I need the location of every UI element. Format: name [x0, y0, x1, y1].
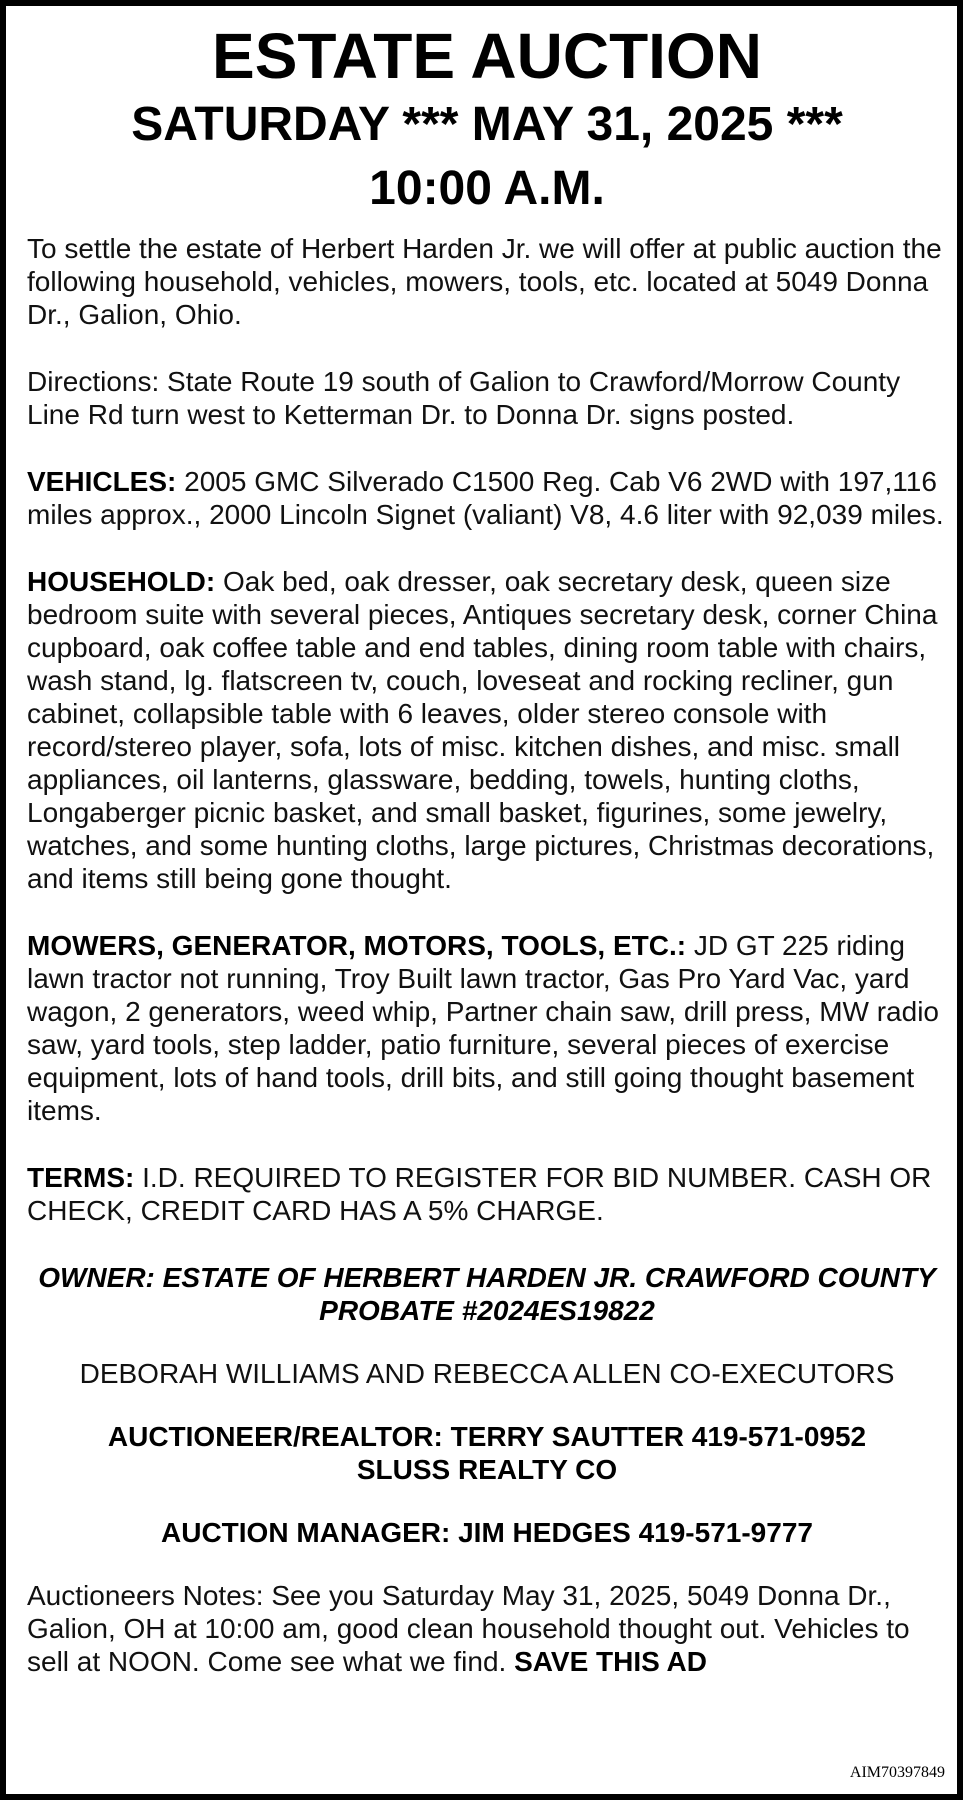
mowers-text: JD GT 225 riding lawn tractor not running, Troy Built lawn tractor, Gas Pro Yard Vac, yard wagon, 2 generators, weed whip, Partner chain saw, drill press, MW radio saw, yard tools, step ladder, patio furniture, several pieces of exercise equipment, lots of hand tools, drill bits, and still going thought basement items. [27, 930, 939, 1126]
terms-label: TERMS: [27, 1162, 135, 1193]
vehicles-section [27, 465, 947, 531]
auctioneer-line-2: SLUSS REALTY CO [356, 1454, 618, 1485]
household-section [27, 565, 947, 895]
terms-text: I.D. REQUIRED TO REGISTER FOR BID NUMBER. CASH OR CHECK, CREDIT CARD HAS A 5% CHARGE. [27, 1162, 932, 1226]
owner-line-1: OWNER: ESTATE OF HERBERT HARDEN JR. CRAWFORD COUNTY [38, 1262, 936, 1293]
directions-paragraph: Directions: State Route 19 south of Galion to Crawford/Morrow County Line Rd turn west to Ketterman Dr. to Donna Dr. signs posted. [27, 366, 901, 430]
owner-block [27, 1261, 947, 1327]
auction-time: 10:00 A.M. [369, 162, 605, 215]
vehicles-label: VEHICLES: [27, 466, 177, 497]
household-label: HOUSEHOLD: [27, 566, 216, 597]
mowers-section [27, 929, 947, 1127]
mowers-label: MOWERS, GENERATOR, MOTORS, TOOLS, ETC.: [27, 930, 687, 961]
intro-paragraph: To settle the estate of Herbert Harden Jr. we will offer at public auction the following household, vehicles, mowers, tools, etc. located at 5049 Donna Dr., Galion, Ohio. [27, 233, 942, 330]
household-text: Oak bed, oak dresser, oak secretary desk, queen size bedroom suite with several pieces, Antiques secretary desk, corner China cupboard, oak coffee table and end tables, dining room table with chairs, wash stand, lg. flatscreen tv, couch, loveseat and rocking recliner, gun cabinet, collapsible table with 6 leaves, older stereo console with record/stereo player, sofa, lots of misc. kitchen dishes, and misc. small appliances, oil lanterns, glassware, bedding, towels, hunting cloths, Longaberger picnic basket, and small basket, figurines, some jewelry, watches, and some hunting cloths, large pictures, Christmas decorations, and items still being gone thought. [27, 566, 938, 894]
executors-line: DEBORAH WILLIAMS AND REBECCA ALLEN CO-EXECUTORS [79, 1358, 895, 1389]
auction-date: SATURDAY *** MAY 31, 2025 *** [131, 98, 843, 151]
ad-title: ESTATE AUCTION [212, 20, 762, 92]
ad-content [27, 20, 947, 1678]
vehicles-text: 2005 GMC Silverado C1500 Reg. Cab V6 2WD with 197,116 miles approx., 2000 Lincoln Signet (valiant) V8, 4.6 liter with 92,039 miles. [27, 466, 944, 530]
notes-text: Auctioneers Notes: See you Saturday May 31, 2025, 5049 Donna Dr., Galion, OH at 10:00 am, good clean household thought out. Vehicles to sell at NOON. Come see what we find. [27, 1580, 910, 1677]
manager-line: AUCTION MANAGER: JIM HEDGES 419-571-9777 [161, 1517, 813, 1548]
terms-section [27, 1161, 947, 1227]
owner-line-2: PROBATE #2024ES19822 [319, 1295, 655, 1326]
ad-id: AIM70397849 [849, 1764, 945, 1781]
notes-paragraph [27, 1579, 947, 1678]
auctioneer-block [27, 1420, 947, 1486]
save-this-ad: SAVE THIS AD [514, 1646, 707, 1677]
auctioneer-line-1: AUCTIONEER/REALTOR: TERRY SAUTTER 419-571-0952 [107, 1421, 867, 1452]
